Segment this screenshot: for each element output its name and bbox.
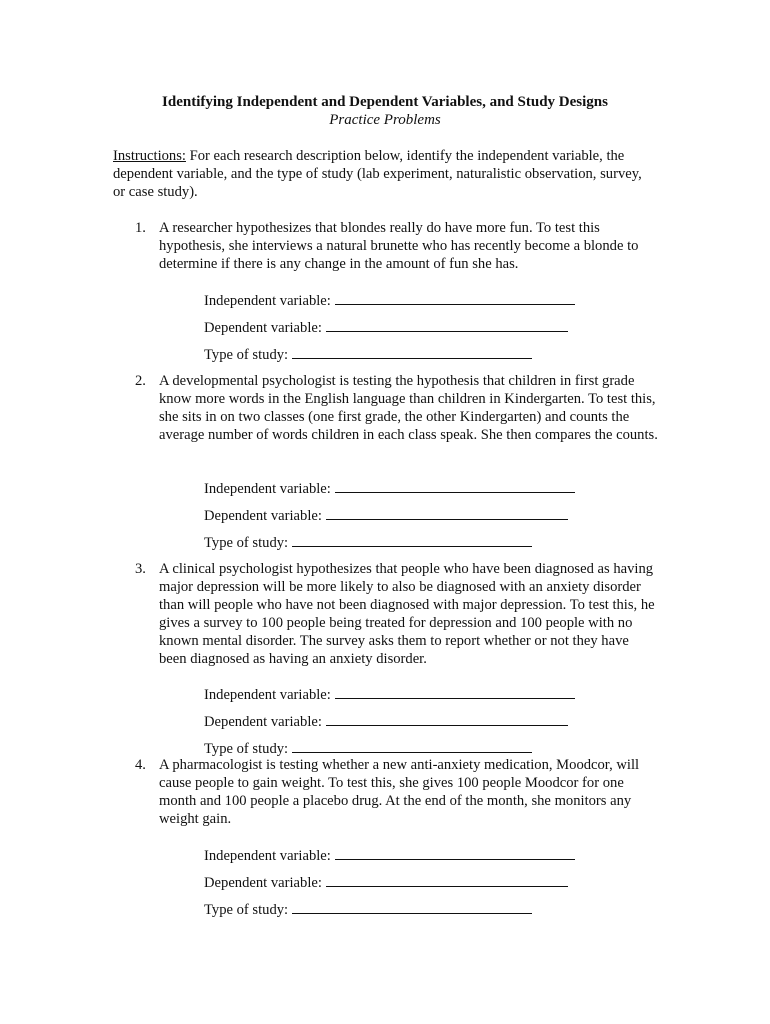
- independent-variable-field-3: [204, 685, 575, 703]
- independent-variable-field-2: [204, 479, 575, 497]
- answer-blank[interactable]: [326, 873, 568, 887]
- type-of-study-field-3: [204, 739, 532, 757]
- answer-blank[interactable]: [326, 712, 568, 726]
- field-label: Independent variable:: [204, 848, 331, 864]
- instructions: [113, 147, 653, 201]
- type-of-study-field-2: [204, 533, 532, 551]
- answer-blank[interactable]: [335, 479, 575, 493]
- field-label: Independent variable:: [204, 481, 331, 497]
- field-label: Dependent variable:: [204, 508, 322, 524]
- answer-blank[interactable]: [335, 685, 575, 699]
- field-label: Type of study:: [204, 741, 289, 757]
- page-subtitle: Practice Problems: [329, 112, 441, 128]
- answer-blank[interactable]: [326, 506, 568, 520]
- answer-blank[interactable]: [292, 900, 532, 914]
- field-label: Dependent variable:: [204, 714, 322, 730]
- field-label: Independent variable:: [204, 293, 331, 309]
- answer-blank[interactable]: [335, 846, 575, 860]
- problem-number: 1.: [135, 220, 146, 236]
- field-label: Type of study:: [204, 347, 289, 363]
- field-label: Independent variable:: [204, 687, 331, 703]
- independent-variable-field-4: [204, 846, 575, 864]
- answer-blank[interactable]: [335, 291, 575, 305]
- field-label: Type of study:: [204, 535, 289, 551]
- field-label: Dependent variable:: [204, 320, 322, 336]
- problem-text: A pharmacologist is testing whether a new anti-anxiety medication, Moodcor, will cause people to gain weight. To test this, she gives 100 people Moodcor for one month and 100 people a placebo drug. At the end of the month, she monitors any weight gain.: [159, 757, 640, 827]
- answer-blank[interactable]: [292, 345, 532, 359]
- problem-text: A researcher hypothesizes that blondes really do have more fun. To test this hypothesis, she interviews a natural brunette who has recently become a blonde to determine if there is any change in the amount of fun she has.: [159, 220, 639, 272]
- field-label: Type of study:: [204, 902, 289, 918]
- dependent-variable-field-2: [204, 506, 568, 524]
- independent-variable-field-1: [204, 291, 575, 309]
- problem-number: 4.: [135, 757, 146, 773]
- answer-blank[interactable]: [326, 318, 568, 332]
- type-of-study-field-4: [204, 900, 532, 918]
- problem-number: 2.: [135, 373, 146, 389]
- field-label: Dependent variable:: [204, 875, 322, 891]
- answer-blank[interactable]: [292, 533, 532, 547]
- problem-text: A developmental psychologist is testing the hypothesis that children in first grade know more words in the English language than children in Kindergarten. To test this, she sits in on two classes (one first grade, the other Kindergarten) and counts the average number of words children in each class speak. She then compares the counts.: [159, 373, 658, 443]
- instructions-label: Instructions:: [113, 148, 186, 164]
- dependent-variable-field-1: [204, 318, 568, 336]
- type-of-study-field-1: [204, 345, 532, 363]
- instructions-text: For each research description below, identify the independent variable, the dependent variable, and the type of study (lab experiment, naturalistic observation, survey, or case study).: [113, 148, 642, 200]
- problem-number: 3.: [135, 561, 146, 577]
- problem-text: A clinical psychologist hypothesizes that people who have been diagnosed as having major depression will be more likely to also be diagnosed with an anxiety disorder than will people who have not been diagnosed with major depression. To test this, he gives a survey to 100 people being treated for depression and 100 people with no known mental disorder. The survey asks them to report whether or not they have been diagnosed as having an anxiety disorder.: [159, 561, 655, 667]
- dependent-variable-field-4: [204, 873, 568, 891]
- answer-blank[interactable]: [292, 739, 532, 753]
- page-title: Identifying Independent and Dependent Variables, and Study Designs: [162, 94, 608, 110]
- dependent-variable-field-3: [204, 712, 568, 730]
